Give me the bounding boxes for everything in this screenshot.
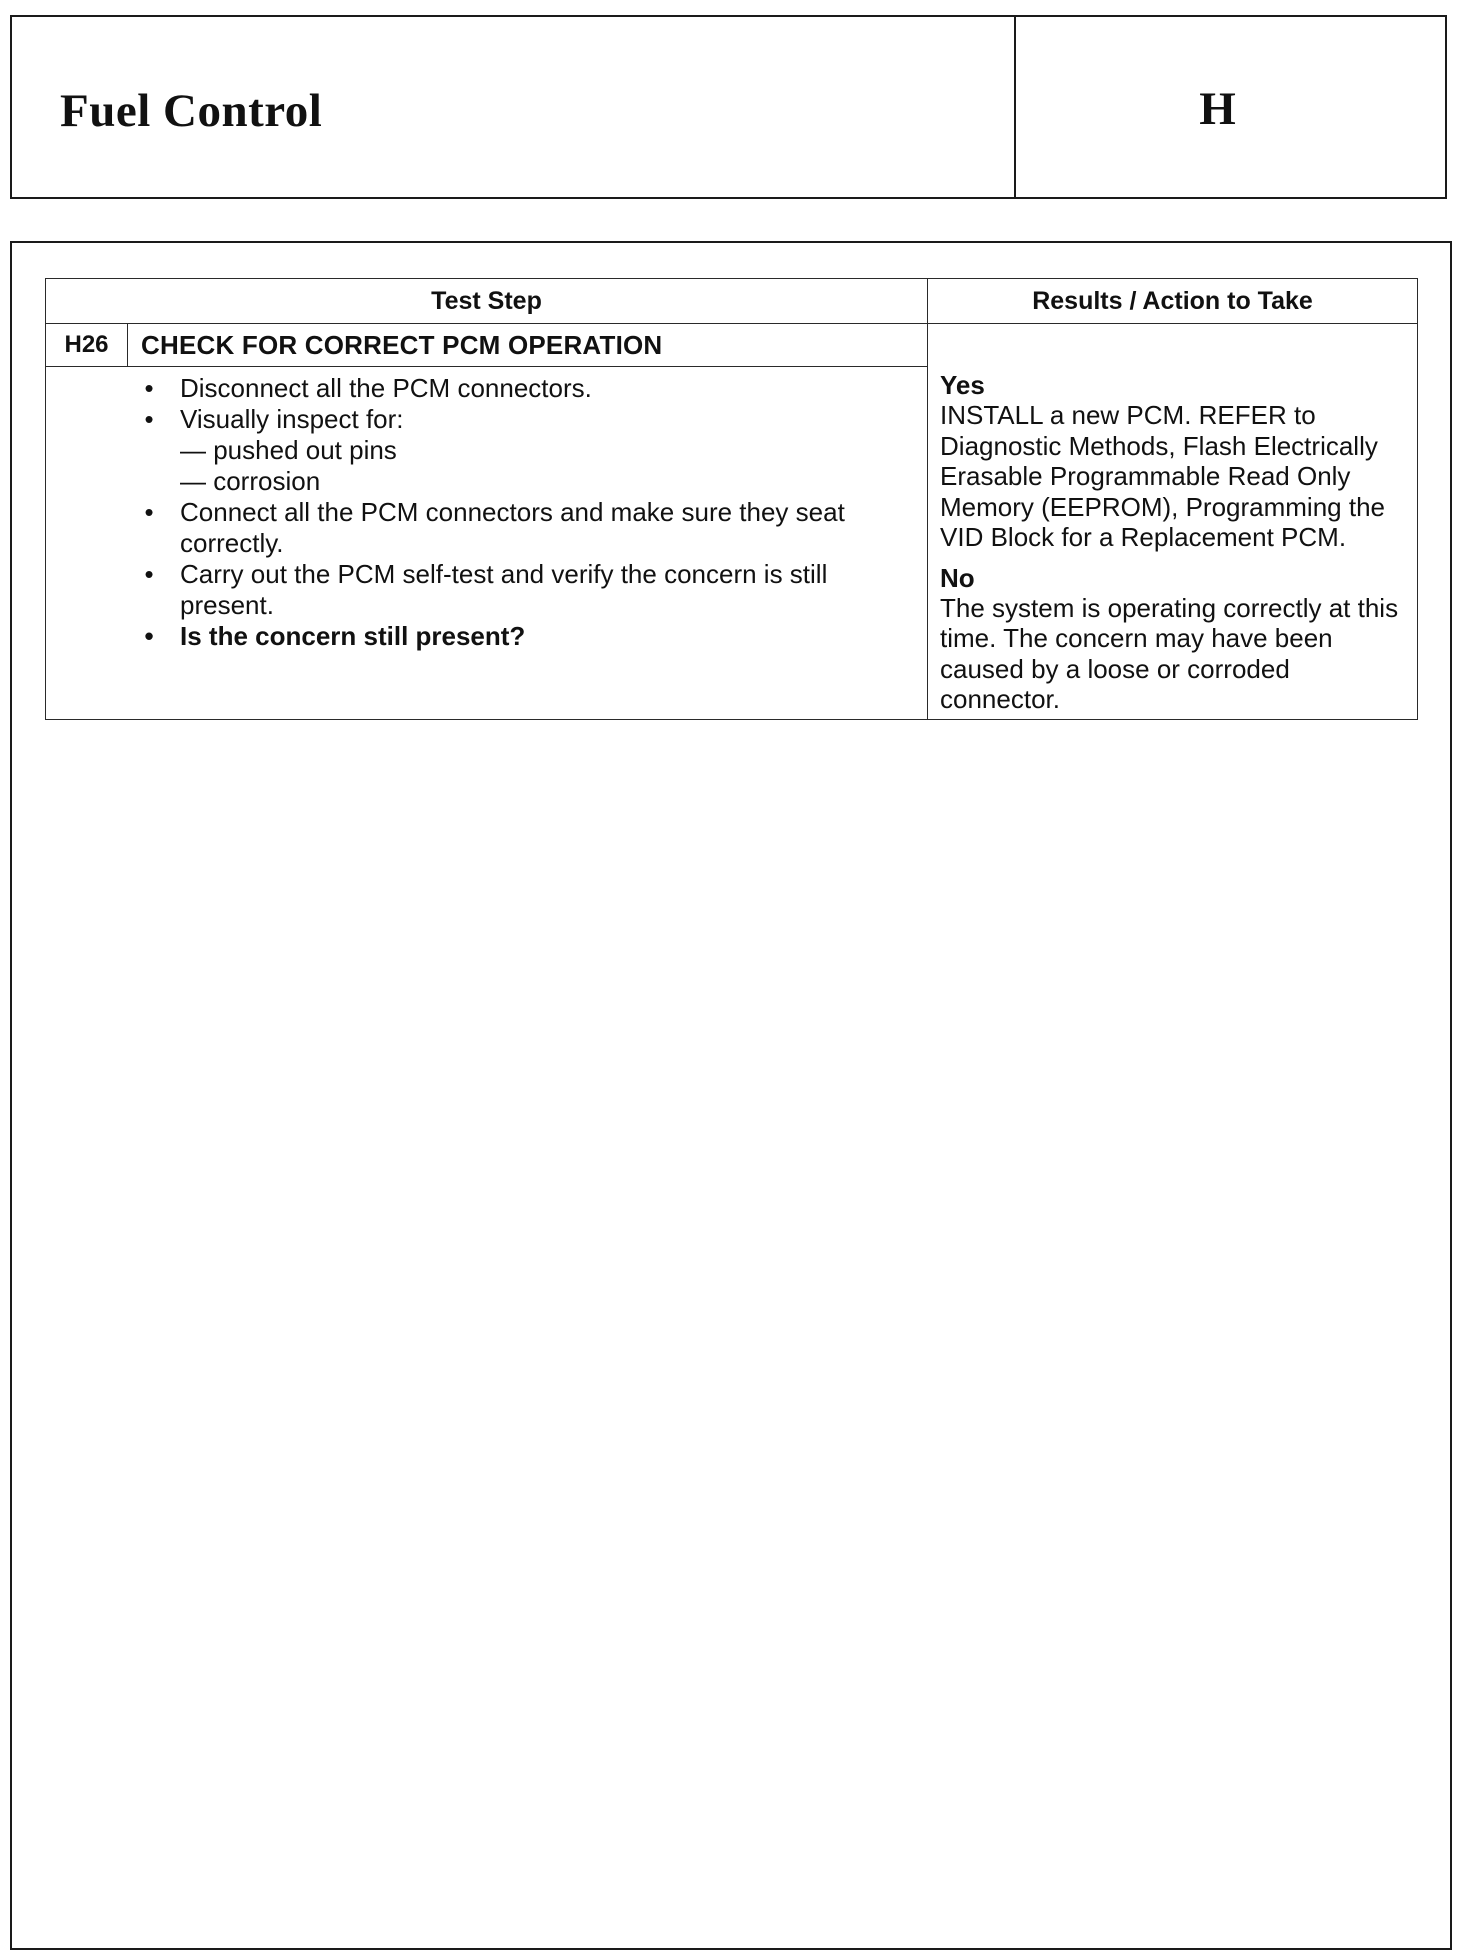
list-item [139,404,897,497]
step-list [139,373,897,652]
result-no-label: No [940,562,975,593]
step-title-row [46,324,1418,367]
step-text: Connect all the PCM connectors and make sure they seat correctly. [180,497,845,558]
list-item [139,373,897,404]
column-header-test-step: Test Step [46,279,928,324]
bullet-icon: • [144,497,154,527]
test-step-table [45,278,1418,720]
step-text: Carry out the PCM self-test and verify the concern is still present. [180,559,828,620]
step-id: H26 [46,324,128,367]
page-title: Fuel Control [60,85,323,137]
sub-list-item: — corrosion [180,466,321,496]
header-title-cell [12,17,1016,197]
bullet-icon: • [144,404,154,434]
step-question: Is the concern still present? [180,621,526,651]
step-text: Visually inspect for: [180,404,404,434]
list-item [139,621,897,652]
step-title: CHECK FOR CORRECT PCM OPERATION [128,324,928,367]
column-header-results: Results / Action to Take [928,279,1418,324]
step-text: Disconnect all the PCM connectors. [180,373,592,403]
result-no-text: The system is operating correctly at this time. The concern may have been caused by a loose or corroded connector. [940,592,1399,714]
bullet-icon: • [144,559,154,589]
header-section-cell [1016,17,1445,197]
page-header [10,15,1447,199]
section-letter: H [1199,83,1236,135]
result-yes-label: Yes [940,370,985,400]
sub-list-item: — pushed out pins [180,435,397,465]
bullet-icon: • [144,373,154,403]
inspection-sub-list [180,435,897,497]
list-item [139,559,897,621]
list-item [139,497,897,559]
result-yes-text: INSTALL a new PCM. REFER to Diagnostic Methods, Flash Electrically Erasable Programmable Read Only Memory (EEPROM), Programming the VID Block for a Replacement PCM. [940,400,1385,552]
steps-cell [46,367,928,720]
page-body [10,241,1452,1950]
result-gap [940,553,1413,563]
table-header-row [46,279,1418,324]
results-cell [928,324,1418,720]
bullet-icon: • [144,621,154,651]
